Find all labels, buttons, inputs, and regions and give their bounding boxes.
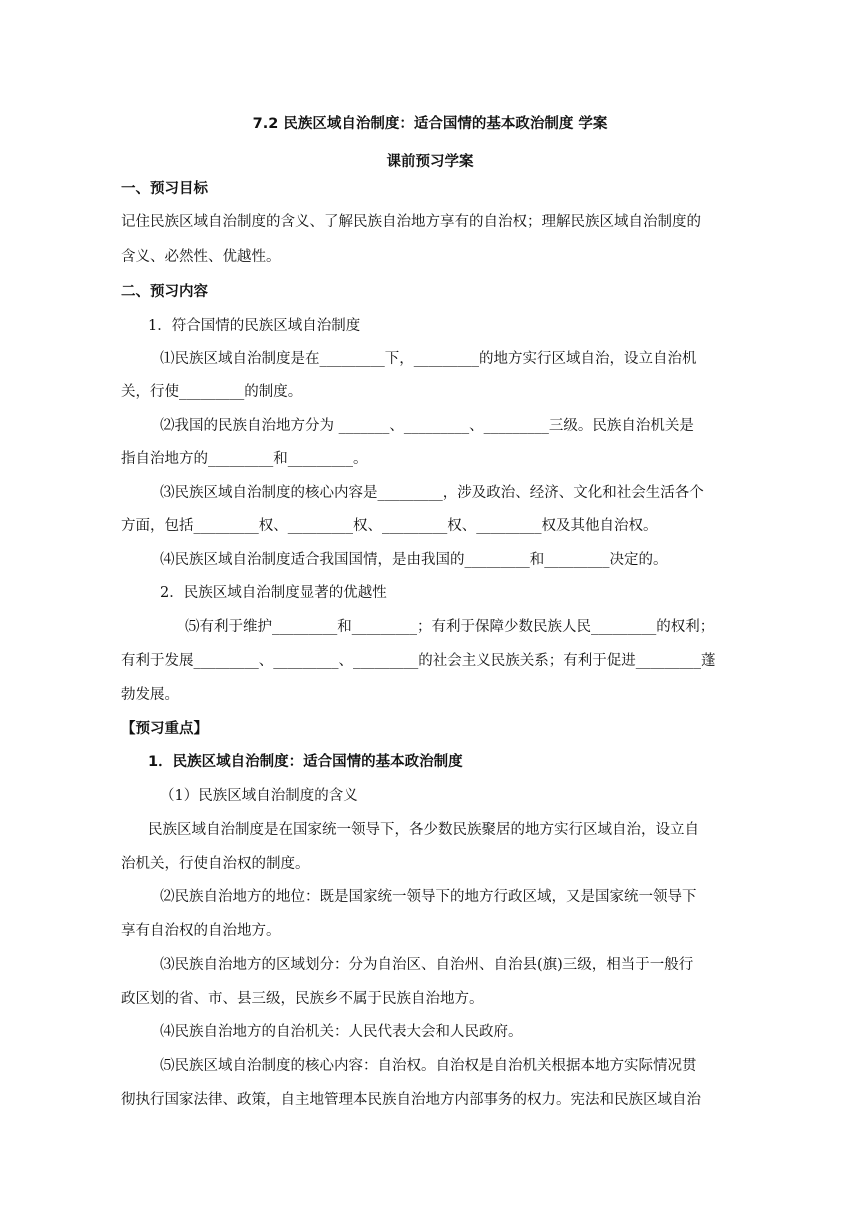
fill-in-paragraph-4: ⑷民族区域自治制度适合我国国情，是由我国的_________和_________决定的。 bbox=[160, 552, 668, 568]
fill-in-paragraph-3-line-1: ⑶民族区域自治制度的核心内容是_________，涉及政治、经济、文化和社会生活各个 bbox=[160, 485, 704, 501]
section-heading-objectives: 一、预习目标 bbox=[121, 181, 208, 197]
objectives-line-1: 记住民族区域自治制度的含义、了解民族自治地方享有的自治权；理解民族区域自治制度的 bbox=[121, 214, 701, 230]
key-point-4: ⑷民族自治地方的自治机关：人民代表大会和人民政府。 bbox=[160, 1024, 523, 1040]
objectives-line-2: 含义、必然性、优越性。 bbox=[121, 249, 281, 265]
key-point-2-line-2: 享有自治权的自治地方。 bbox=[121, 923, 281, 939]
fill-in-paragraph-5-line-2: 有利于发展_________、_________、_________的社会主义民族关系；有利于促进_________蓬 bbox=[121, 653, 716, 669]
fill-in-paragraph-3-line-2: 方面，包括_________权、_________权、_________权、_________权及其他自治权。 bbox=[121, 518, 658, 534]
key-point-1-line-1: 民族区域自治制度是在国家统一领导下，各少数民族聚居的地方实行区域自治，设立自 bbox=[148, 822, 699, 838]
key-point-5-line-2: 彻执行国家法律、政策，自主地管理本民族自治地方内部事务的权力。宪法和民族区域自治 bbox=[121, 1092, 701, 1108]
subheading-superiority: 2．民族区域自治制度显著的优越性 bbox=[160, 585, 387, 601]
fill-in-paragraph-2-line-2: 指自治地方的_________和_________。 bbox=[121, 451, 368, 467]
key-point-3-line-1: ⑶民族自治地方的区域划分：分为自治区、自治州、自治县(旗)三级，相当于一般行 bbox=[160, 957, 694, 973]
section-heading-content: 二、预习内容 bbox=[121, 284, 208, 300]
key-point-5-line-1: ⑸民族区域自治制度的核心内容：自治权。自治权是自治机关根据本地方实际情况贯 bbox=[160, 1058, 697, 1074]
fill-in-paragraph-5-line-1: ⑸有利于维护_________和_________；有利于保障少数民族人民_________的权利； bbox=[185, 619, 715, 635]
fill-in-paragraph-1-line-2: 关，行使_________的制度。 bbox=[121, 384, 303, 400]
key-point-1-heading: （1）民族区域自治制度的含义 bbox=[160, 788, 358, 804]
fill-in-paragraph-2-line-1: ⑵我国的民族自治地方分为 _______、_________、_________三级。民族自治机关是 bbox=[160, 418, 694, 434]
key-point-subheading: 1．民族区域自治制度：适合国情的基本政治制度 bbox=[148, 754, 463, 770]
key-point-1-line-2: 治机关，行使自治权的制度。 bbox=[121, 856, 310, 872]
key-point-2-line-1: ⑵民族自治地方的地位：既是国家统一领导下的地方行政区域，又是国家统一领导下 bbox=[160, 889, 697, 905]
subheading-system: 1．符合国情的民族区域自治制度 bbox=[148, 318, 361, 334]
key-point-3-line-2: 政区划的省、市、县三级，民族乡不属于民族自治地方。 bbox=[121, 991, 484, 1007]
fill-in-paragraph-1-line-1: ⑴民族区域自治制度是在_________下，_________的地方实行区域自治，设立自治机 bbox=[160, 351, 697, 367]
document-title: 7.2 民族区域自治制度：适合国情的基本政治制度 学案 bbox=[252, 116, 608, 132]
document-subtitle: 课前预习学案 bbox=[386, 154, 474, 170]
section-heading-key-points: 【预习重点】 bbox=[121, 721, 208, 737]
fill-in-paragraph-5-line-3: 勃发展。 bbox=[121, 687, 179, 703]
